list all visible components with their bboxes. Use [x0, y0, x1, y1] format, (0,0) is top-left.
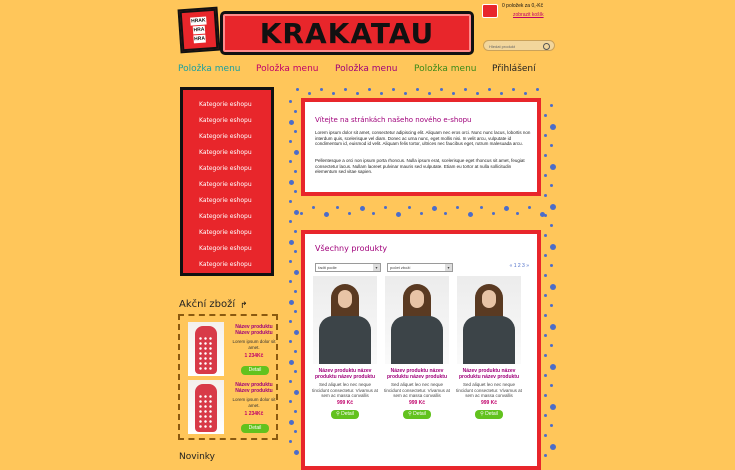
product-card — [455, 276, 523, 421]
detail-button[interactable]: ⚲ Detail — [331, 410, 359, 419]
decorative-dot — [550, 384, 553, 387]
decorative-dot — [544, 454, 547, 457]
welcome-panel — [301, 98, 541, 196]
arrow-icon: ↱ — [240, 300, 248, 310]
decorative-dot — [550, 204, 556, 210]
decorative-dot — [544, 314, 547, 317]
decorative-dot — [392, 88, 395, 91]
nav-item[interactable]: Položka menu — [178, 64, 241, 74]
decorative-dot — [308, 92, 311, 95]
decorative-dot — [294, 130, 297, 133]
sale-item-name[interactable]: Název produktu Název produktu — [235, 324, 273, 336]
decorative-dot — [289, 200, 292, 203]
stamp-line: HRAK — [190, 17, 206, 25]
decorative-dot — [396, 212, 401, 217]
decorative-dot — [420, 212, 423, 215]
decorative-dot — [544, 174, 547, 177]
decorative-dot — [294, 370, 297, 373]
decorative-dot — [544, 374, 547, 377]
decorative-dot — [550, 124, 556, 130]
decorative-dot — [368, 88, 371, 91]
product-image[interactable] — [188, 322, 224, 376]
decorative-dot — [294, 170, 297, 173]
sale-item — [188, 380, 276, 436]
decorative-dot — [544, 134, 547, 137]
decorative-dot — [294, 210, 299, 215]
decorative-dot — [344, 88, 347, 91]
news-title: Novinky — [179, 452, 215, 462]
decorative-dot — [504, 206, 509, 211]
decorative-dot — [289, 380, 292, 383]
decorative-dot — [428, 92, 431, 95]
category-item[interactable]: Kategorie eshopu — [199, 149, 252, 156]
decorative-dot — [492, 212, 495, 215]
product-price: 999 Kč — [480, 400, 498, 406]
decorative-dot — [289, 280, 292, 283]
decorative-dot — [312, 206, 315, 209]
show-cart-link[interactable]: zobrazit košík — [513, 12, 544, 18]
decorative-dot — [380, 92, 383, 95]
sort-select-label: řadit podle — [318, 265, 337, 270]
sale-title: Akční zboží — [179, 299, 236, 310]
decorative-dot — [544, 154, 547, 157]
decorative-dot — [550, 364, 556, 370]
sale-item-price: 1 234Kč — [244, 411, 264, 417]
welcome-title: Vítejte na stránkách našeho nového e-shopu — [315, 116, 472, 124]
decorative-dot — [550, 444, 556, 450]
decorative-dot — [384, 206, 387, 209]
decorative-dot — [550, 264, 553, 267]
stamp-line: HRA — [194, 35, 206, 43]
search-placeholder: Hledat produkt — [489, 44, 516, 49]
decorative-dot — [544, 394, 547, 397]
search-input[interactable] — [483, 40, 555, 51]
decorative-dot — [332, 92, 335, 95]
decorative-dot — [550, 284, 556, 290]
decorative-dot — [476, 92, 479, 95]
decorative-dot — [544, 194, 547, 197]
decorative-dot — [480, 206, 483, 209]
decorative-dot — [289, 360, 294, 365]
decorative-dot — [294, 410, 297, 413]
decorative-dot — [289, 140, 292, 143]
product-image[interactable] — [457, 276, 521, 364]
logo-stamp[interactable] — [180, 9, 219, 51]
decorative-dot — [550, 244, 556, 250]
chevron-down-icon: ▾ — [445, 264, 452, 271]
decorative-dot — [408, 206, 411, 209]
decorative-dot — [294, 150, 299, 155]
decorative-dot — [544, 334, 547, 337]
chevron-down-icon: ▾ — [373, 264, 380, 271]
decorative-dot — [294, 250, 297, 253]
decorative-dot — [468, 212, 473, 217]
logo[interactable] — [220, 11, 474, 55]
detail-button[interactable]: ⚲ Detail — [475, 410, 503, 419]
decorative-dot — [404, 92, 407, 95]
decorative-dot — [550, 164, 556, 170]
product-card — [383, 276, 451, 421]
category-item[interactable]: Kategorie eshopu — [199, 133, 252, 140]
pagination[interactable]: « 1 2 3 » — [509, 263, 529, 269]
category-menu — [180, 87, 274, 276]
decorative-dot — [488, 88, 491, 91]
decorative-dot — [550, 304, 553, 307]
decorative-dot — [289, 240, 294, 245]
decorative-dot — [289, 160, 292, 163]
decorative-dot — [356, 92, 359, 95]
decorative-dot — [294, 450, 299, 455]
product-desc: Sed aliquet leo nec neque tincidunt consectetur. Vivamus at sem ac massa convallis — [312, 382, 378, 398]
decorative-dot — [294, 390, 299, 395]
products-panel — [301, 230, 541, 470]
sale-item-desc: Lorem ipsum dolor sit amet. — [232, 397, 276, 408]
decorative-dot — [289, 340, 292, 343]
cart-summary: 0 položek za 0,-Kč — [502, 3, 544, 9]
decorative-dot — [528, 206, 531, 209]
decorative-dot — [289, 400, 292, 403]
decorative-dot — [444, 212, 447, 215]
nav-item[interactable]: Položka menu — [256, 64, 319, 74]
decorative-dot — [544, 114, 547, 117]
sale-item-name[interactable]: Název produktu Název produktu — [235, 382, 273, 394]
sale-item — [188, 322, 276, 378]
decorative-dot — [440, 88, 443, 91]
decorative-dot — [550, 224, 553, 227]
decorative-dot — [294, 230, 297, 233]
decorative-dot — [544, 274, 547, 277]
count-select[interactable] — [387, 263, 453, 272]
product-name[interactable]: Název produktu název produktu název produktu — [387, 368, 447, 380]
decorative-dot — [289, 100, 292, 103]
category-item[interactable]: Kategorie eshopu — [199, 261, 252, 268]
decorative-dot — [296, 88, 299, 91]
decorative-dot — [550, 344, 553, 347]
decorative-dot — [294, 310, 297, 313]
logo-text: KRAKATAU — [259, 16, 435, 50]
decorative-dot — [294, 330, 299, 335]
product-desc: Sed aliquet leo nec neque tincidunt consectetur. Vivamus at sem ac massa convallis — [384, 382, 450, 398]
decorative-dot — [320, 88, 323, 91]
category-item[interactable]: Kategorie eshopu — [199, 181, 252, 188]
category-item[interactable]: Kategorie eshopu — [199, 245, 252, 252]
decorative-dot — [432, 206, 437, 211]
decorative-dot — [294, 430, 297, 433]
stamp-line: HRA — [193, 26, 205, 34]
product-card — [311, 276, 379, 421]
main-nav — [176, 64, 558, 78]
nav-item[interactable]: Položka menu — [335, 64, 398, 74]
decorative-dot — [324, 212, 329, 217]
product-price: 999 Kč — [408, 400, 426, 406]
decorative-dot — [289, 440, 292, 443]
category-item[interactable]: Kategorie eshopu — [199, 101, 252, 108]
decorative-dot — [550, 424, 553, 427]
count-select-label: počet zboží — [390, 265, 411, 270]
decorative-dot — [289, 300, 294, 305]
decorative-dot — [516, 212, 519, 215]
decorative-dot — [360, 206, 365, 211]
detail-label: Detail — [413, 411, 426, 417]
products-title: Všechny produkty — [315, 244, 388, 253]
detail-label: Detail — [485, 411, 498, 417]
category-item[interactable]: Kategorie eshopu — [199, 197, 252, 204]
page — [176, 0, 558, 462]
decorative-dot — [452, 92, 455, 95]
welcome-text: Lorem ipsum dolor sit amet, consectetur adipiscing elit. Aliquam nec eros orci. Nunc nunc lacus, lobortis non interdum quis, scelerisque vel diam. Donec ac urna nunc, eget mollis nisi. In velit arcu, vulputate id condimentum id, euismod id velit. Aliquam felis tortor, ultrices nec faucibus eget, rutrum malesuada arcu. — [315, 130, 531, 146]
decorative-dot — [289, 220, 292, 223]
category-item[interactable]: Kategorie eshopu — [199, 213, 252, 220]
decorative-dot — [294, 290, 297, 293]
decorative-dot — [512, 88, 515, 91]
decorative-dot — [300, 212, 303, 215]
decorative-dot — [294, 190, 297, 193]
decorative-dot — [550, 324, 556, 330]
category-item[interactable]: Kategorie eshopu — [199, 117, 252, 124]
decorative-dot — [289, 420, 294, 425]
product-image[interactable] — [385, 276, 449, 364]
decorative-dot — [294, 350, 297, 353]
decorative-dot — [544, 294, 547, 297]
detail-button[interactable]: Detail — [241, 424, 269, 433]
decorative-dot — [550, 184, 553, 187]
product-name[interactable]: Název produktu název produktu název produktu — [315, 368, 375, 380]
product-name[interactable]: Název produktu název produktu název produktu — [459, 368, 519, 380]
decorative-dot — [544, 354, 547, 357]
decorative-dot — [416, 88, 419, 91]
decorative-dot — [544, 434, 547, 437]
category-item[interactable]: Kategorie eshopu — [199, 229, 252, 236]
detail-button[interactable]: ⚲ Detail — [403, 410, 431, 419]
nav-item[interactable]: Položka menu — [414, 64, 477, 74]
sale-item-price: 1 234Kč — [244, 353, 264, 359]
product-price: 999 Kč — [336, 400, 354, 406]
welcome-text: Pellentesque a orci non ipsum porta rhoncus. Nulla ipsum erat, scelerisque eget rhoncus sit amet, feugiat consectetur lacus. Nullam laoreet pulvinar mauris sed vulputate. Etiam eu tortor at nulla sollicitudin elementum sed vitae sapien. — [315, 158, 525, 174]
decorative-dot — [544, 414, 547, 417]
decorative-dot — [456, 206, 459, 209]
decorative-dot — [289, 120, 294, 125]
decorative-dot — [294, 110, 297, 113]
category-item[interactable]: Kategorie eshopu — [199, 165, 252, 172]
decorative-dot — [550, 144, 553, 147]
detail-button[interactable]: Detail — [241, 366, 269, 375]
decorative-dot — [536, 88, 539, 91]
search-icon[interactable] — [543, 43, 550, 50]
sort-select[interactable] — [315, 263, 381, 272]
sale-item-desc: Lorem ipsum dolor sit amet. — [232, 339, 276, 350]
product-image[interactable] — [313, 276, 377, 364]
decorative-dot — [289, 260, 292, 263]
decorative-dot — [524, 92, 527, 95]
product-image[interactable] — [188, 380, 224, 434]
decorative-dot — [336, 206, 339, 209]
decorative-dot — [294, 270, 299, 275]
decorative-dot — [464, 88, 467, 91]
decorative-dot — [372, 212, 375, 215]
product-desc: Sed aliquet leo nec neque tincidunt consectetur. Vivamus at sem ac massa convallis — [456, 382, 522, 398]
sale-box — [178, 314, 278, 440]
decorative-dot — [544, 234, 547, 237]
decorative-dot — [348, 212, 351, 215]
decorative-dot — [550, 404, 556, 410]
decorative-dot — [289, 180, 294, 185]
cart-icon[interactable] — [482, 4, 498, 18]
nav-login[interactable]: Přihlášení — [492, 64, 536, 74]
decorative-dot — [550, 104, 553, 107]
decorative-dot — [500, 92, 503, 95]
decorative-dot — [544, 254, 547, 257]
decorative-dot — [540, 212, 545, 217]
decorative-dot — [289, 320, 292, 323]
detail-label: Detail — [341, 411, 354, 417]
